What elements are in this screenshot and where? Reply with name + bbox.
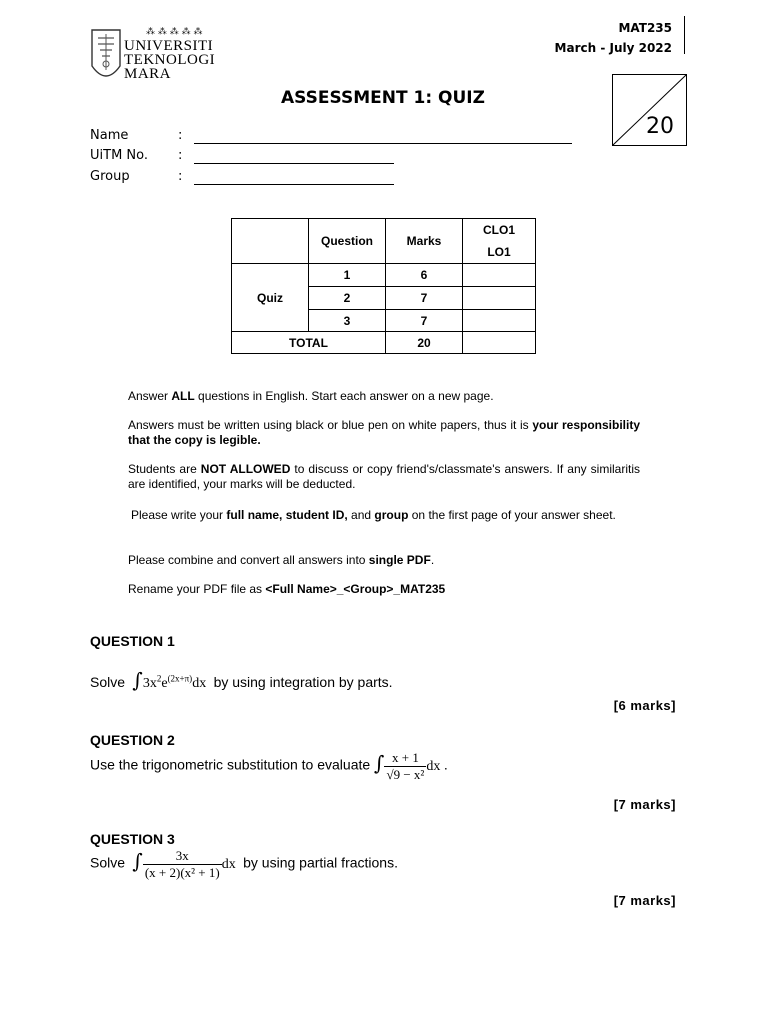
instruction-6: Rename your PDF file as <Full Name>_<Group>_MAT235 (128, 582, 446, 596)
score-cell[interactable] (463, 332, 536, 354)
header-marks: Marks (386, 219, 463, 264)
score-cell[interactable] (463, 310, 536, 332)
total-marks: 20 (386, 332, 463, 354)
header-divider (684, 16, 685, 54)
question-3-marks: [7 marks] (613, 893, 676, 908)
question-3-text: Solve ∫ $\frac{3x}{\text{(x + 2)(x² + 1)}}$ dx by using partial fractions. (90, 848, 398, 880)
question-2-text: Use the trigonometric substitution to evaluate ∫ $\frac{x + 1}{\text{√9 − x²}}$ dx . (90, 750, 448, 782)
course-code: MAT235 (618, 21, 672, 35)
question-1-heading: QUESTION 1 (90, 633, 175, 649)
total-score: 20 (646, 114, 674, 139)
question-2-expression: ∫ $\frac{x + 1}{\text{√9 − x²}}$ dx (374, 750, 441, 782)
semester: March - July 2022 (554, 41, 672, 55)
question-1-text: Solve $\int 3x^2e^{(2x+\pi)}dx$ by using integration by parts. (90, 668, 393, 692)
instruction-2: Answers must be written using black or blue pen on white papers, thus it is your responsibility that the copy is legible. (128, 418, 640, 447)
group-line (194, 184, 394, 185)
question-2-heading: QUESTION 2 (90, 732, 175, 748)
question-1-marks: [6 marks] (613, 698, 676, 713)
university-name: UNIVERSITI TEKNOLOGI MARA (124, 38, 216, 82)
total-label: TOTAL (232, 332, 386, 354)
question-1-expression: $\int 3x^2e^{(2x+\pi)}dx$ (132, 668, 207, 692)
header-question: Question (309, 219, 386, 264)
question-3-expression: ∫ $\frac{3x}{\text{(x + 2)(x² + 1)}}$ dx (132, 848, 236, 880)
course-header (555, 18, 672, 58)
table-total-row (232, 332, 536, 354)
jawi-script: ⁂ ⁂ ⁂ ⁂ ⁂ (146, 27, 203, 37)
table-row: Quiz 1 6 (232, 264, 536, 287)
uitm-no-line (194, 163, 394, 164)
instruction-4: Please write your full name, student ID, and group on the first page of your answer sheet. (131, 508, 616, 522)
score-cell[interactable] (463, 264, 536, 287)
marks-table (231, 218, 536, 354)
question-3-heading: QUESTION 3 (90, 831, 175, 847)
table-row: 2 7 (232, 287, 536, 310)
instruction-3: Students are NOT ALLOWED to discuss or copy friend's/classmate's answers. If any similaritis are identified, your marks will be deducted. (128, 462, 641, 491)
table-row: 3 7 (232, 310, 536, 332)
name-line (194, 143, 572, 144)
question-2-marks: [7 marks] (613, 797, 676, 812)
instruction-1: Answer ALL questions in English. Start each answer on a new page. (128, 389, 494, 403)
table-header-row (232, 219, 536, 264)
page-title: ASSESSMENT 1: QUIZ (281, 88, 485, 108)
section-label: Quiz (232, 264, 309, 332)
instruction-5: Please combine and convert all answers into single PDF. (128, 553, 435, 567)
score-cell[interactable] (463, 287, 536, 310)
header-clo: CLO1 LO1 (463, 219, 536, 264)
